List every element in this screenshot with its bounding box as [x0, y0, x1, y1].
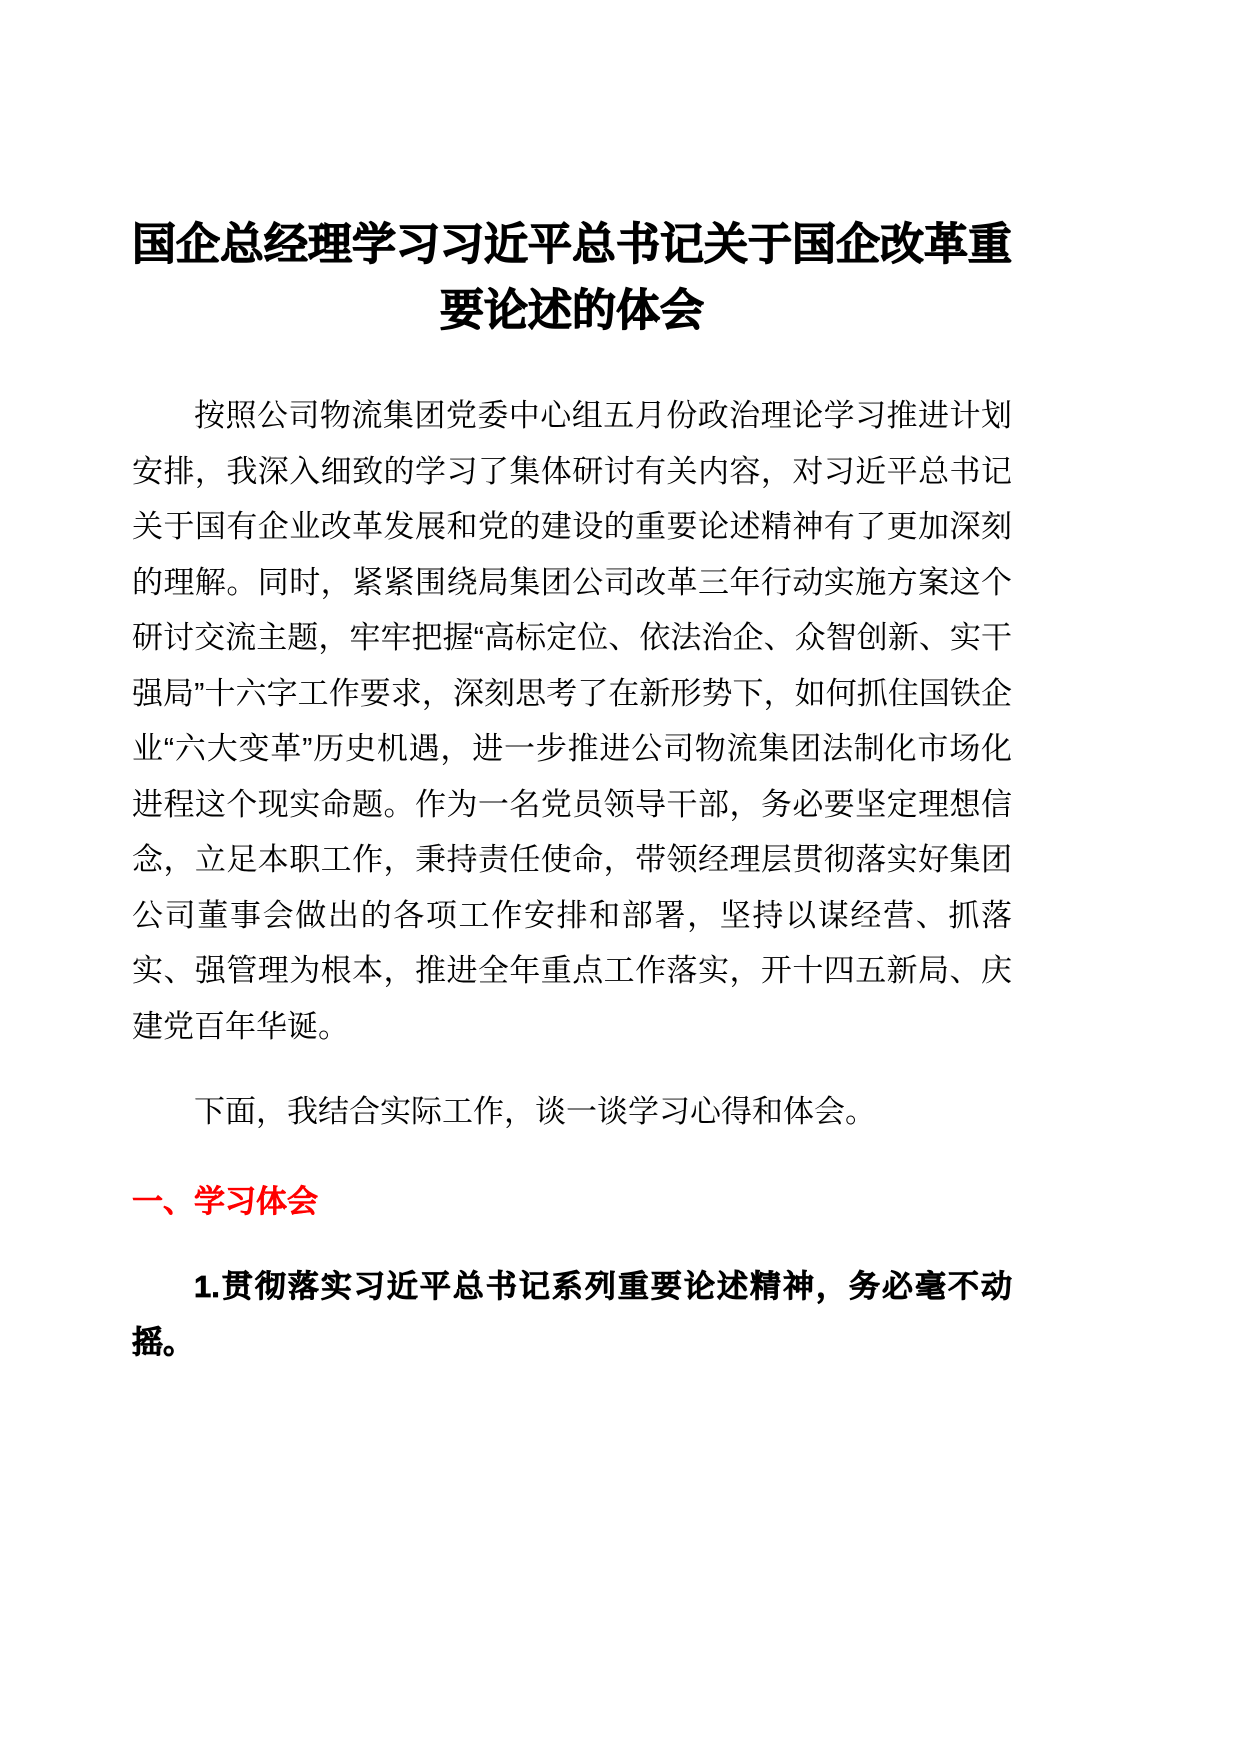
body-paragraph-2: 下面，我结合实际工作，谈一谈学习心得和体会。 [194, 1094, 876, 1129]
sub-heading-item-1: 1.贯彻落实习近平总书记系列重要论述精神，务必毫不动摇。 [132, 1269, 1012, 1360]
section-heading-study-experience: 一、学习体会 [132, 1183, 318, 1219]
body-paragraph-1: 按照公司物流集团党委中心组五月份政治理论学习推进计划安排，我深入细致的学习了集体研讨有关内容，对习近平总书记关于国有企业改革发展和党的建设的重要论述精神有了更加深刻的理解。同时，紧紧围绕局集团公司改革三年行动实施方案这个研讨交流主题，牢牢把握“高标定位、依法治企、众智创新、实干强局”十六字工作要求，深刻思考了在新形势下，如何抓住国铁企业“六大变革”历史机遇，进一步推进公司物流集团法制化市场化进程这个现实命题。作为一名党员领导干部，务必要坚定理想信念，立足本职工作，秉持责任使命，带领经理层贯彻落实好集团公司董事会做出的各项工作安排和部署，坚持以谋经营、抓落实、强管理为根本，推进全年重点工作落实，开十四五新局、庆建党百年华诞。 [132, 398, 1012, 1044]
document-content [132, 0, 1012, 1370]
page-title: 国企总经理学习习近平总书记关于国企改革重要论述的体会 [132, 220, 1012, 335]
